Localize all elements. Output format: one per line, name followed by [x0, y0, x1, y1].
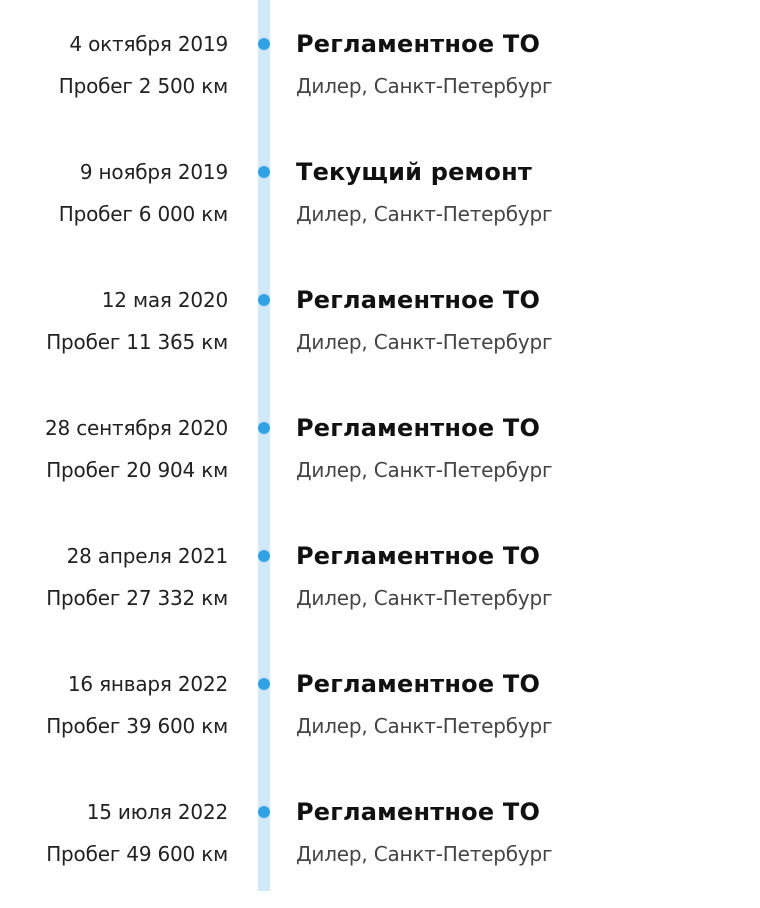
timeline-entry — [0, 670, 760, 780]
timeline-entry — [0, 542, 760, 652]
timeline-dot-icon — [258, 38, 270, 50]
timeline-entry — [0, 286, 760, 396]
entry-date: 28 апреля 2021 — [66, 544, 228, 568]
entry-date: 9 ноября 2019 — [79, 160, 228, 184]
timeline-entry — [0, 798, 760, 908]
entry-mileage: Пробег 49 600 км — [46, 842, 228, 866]
entry-place: Дилер, Санкт-Петербург — [296, 842, 553, 866]
entry-title: Регламентное ТО — [296, 798, 541, 826]
timeline-dot-icon — [258, 166, 270, 178]
entry-details — [296, 798, 736, 868]
entry-details — [296, 542, 736, 612]
entry-place: Дилер, Санкт-Петербург — [296, 202, 553, 226]
entry-date: 28 сентября 2020 — [45, 416, 228, 440]
entry-date: 12 мая 2020 — [101, 288, 228, 312]
entry-mileage: Пробег 6 000 км — [58, 202, 228, 226]
entry-meta — [0, 414, 228, 484]
entry-details — [296, 30, 736, 100]
entry-details — [296, 670, 736, 740]
entry-date: 4 октября 2019 — [69, 32, 228, 56]
entry-meta — [0, 30, 228, 100]
entry-details — [296, 158, 736, 228]
entry-meta — [0, 158, 228, 228]
timeline-dot-icon — [258, 422, 270, 434]
entry-meta — [0, 798, 228, 868]
entry-mileage: Пробег 39 600 км — [46, 714, 228, 738]
entry-title: Регламентное ТО — [296, 286, 541, 314]
timeline-dot-icon — [258, 678, 270, 690]
entry-title: Текущий ремонт — [296, 158, 532, 186]
entry-mileage: Пробег 27 332 км — [46, 586, 228, 610]
entry-mileage: Пробег 20 904 км — [46, 458, 228, 482]
timeline-entry — [0, 30, 760, 140]
entry-date: 16 января 2022 — [67, 672, 228, 696]
entry-title: Регламентное ТО — [296, 30, 541, 58]
entry-meta — [0, 670, 228, 740]
entry-place: Дилер, Санкт-Петербург — [296, 714, 553, 738]
timeline-dot-icon — [258, 806, 270, 818]
entry-title: Регламентное ТО — [296, 670, 541, 698]
timeline-entry — [0, 158, 760, 268]
entry-meta — [0, 286, 228, 356]
entry-place: Дилер, Санкт-Петербург — [296, 74, 553, 98]
entry-meta — [0, 542, 228, 612]
entry-mileage: Пробег 2 500 км — [58, 74, 228, 98]
entry-date: 15 июля 2022 — [86, 800, 228, 824]
entry-details — [296, 286, 736, 356]
timeline-dot-icon — [258, 550, 270, 562]
entry-title: Регламентное ТО — [296, 542, 541, 570]
entry-place: Дилер, Санкт-Петербург — [296, 458, 553, 482]
timeline-dot-icon — [258, 294, 270, 306]
entry-place: Дилер, Санкт-Петербург — [296, 586, 553, 610]
entry-place: Дилер, Санкт-Петербург — [296, 330, 553, 354]
timeline-entry — [0, 414, 760, 524]
entry-title: Регламентное ТО — [296, 414, 541, 442]
entry-details — [296, 414, 736, 484]
entry-mileage: Пробег 11 365 км — [46, 330, 228, 354]
